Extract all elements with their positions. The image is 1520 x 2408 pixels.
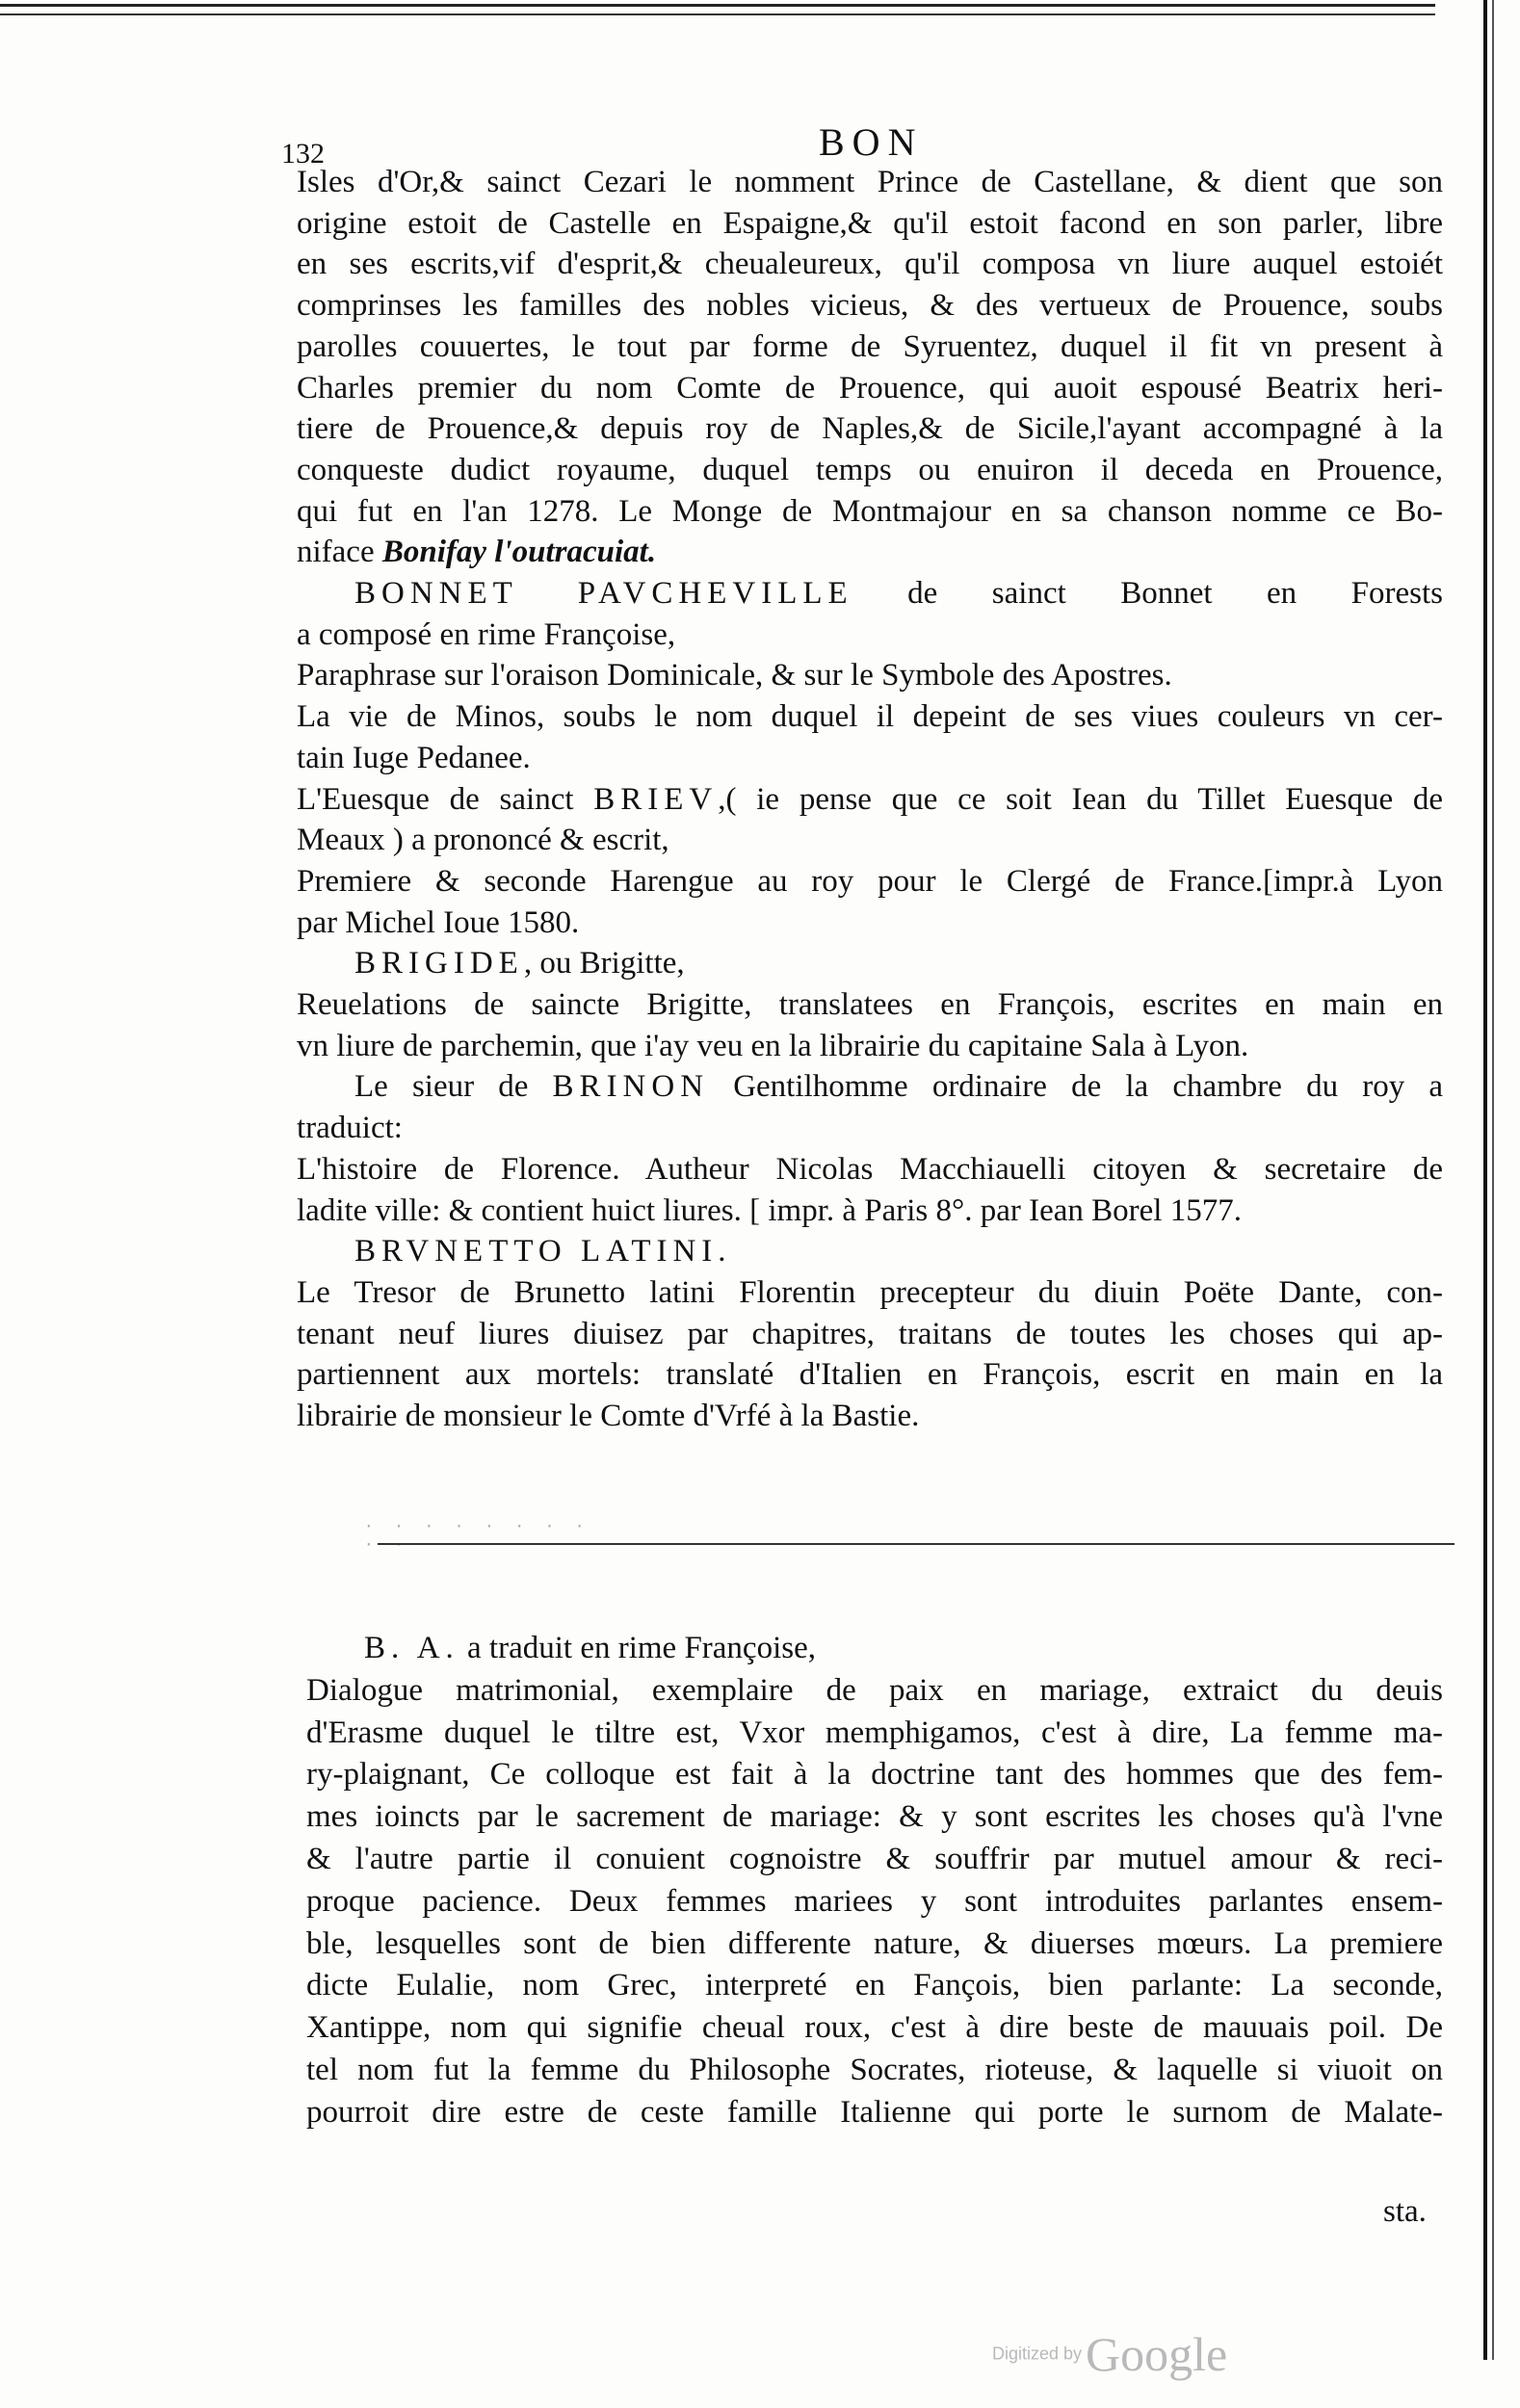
entry-heading-ba [306, 1628, 1443, 1670]
author-name: BONNET PAVCHEVILLE [354, 576, 853, 612]
text-line: Meaux ) a prononcé & escrit, [297, 823, 669, 858]
text-line [297, 532, 1443, 573]
entry-heading-rest: de sainct Bonnet en Forests [852, 576, 1443, 612]
entry-heading-brunetto [297, 1231, 1443, 1272]
text-line: mes ioincts par le sacrement de mariage: & y sont escrites les choses qu'à l'vne [306, 1799, 1443, 1835]
text-line: d'Erasme duquel le tiltre est, Vxor memphigamos, c'est à dire, La femme ma- [306, 1714, 1443, 1750]
text-line: tel nom fut la femme du Philosophe Socrates, rioteuse, & laquelle si viuoit on [306, 2052, 1443, 2087]
page-number: 132 [281, 138, 325, 170]
entry-heading-brieu [297, 779, 1443, 821]
text-line: tiere de Prouence,& depuis roy de Naples,& de Sicile,l'ayant accompagné à la [297, 411, 1443, 447]
text-line: Charles premier du nom Comte de Prouence, qui auoit espousé Beatrix heri- [297, 370, 1443, 406]
text-line: ladite ville: & contient huict liures. [ impr. à Paris 8°. par Iean Borel 1577. [297, 1192, 1242, 1228]
text-line: par Michel Ioue 1580. [297, 904, 580, 940]
entry-heading-prefix: L'Euesque de sainct [297, 781, 594, 817]
digitized-by-google-watermark [992, 2326, 1227, 2382]
author-name: BRVNETTO LATINI. [354, 1234, 732, 1269]
entry-heading-brinon [297, 1066, 1443, 1108]
text-line: en ses escrits,vif d'esprit,& cheualeureux, qu'il composa vn liure auquel estoiét [297, 247, 1443, 282]
divider-ornament: · · · · · · · · · · [364, 1517, 590, 1554]
author-name: BRIEV [593, 781, 719, 817]
text-line: pourroit dire estre de ceste famille Italienne qui porte le surnom de Malate- [306, 2094, 1443, 2130]
text-line: dicte Eulalie, nom Grec, interpreté en Fançois, bien parlante: La seconde, [306, 1968, 1443, 2003]
google-logo: Google [1086, 2327, 1228, 2381]
text-line: comprinses les familles des nobles vicieus, & des vertueux de Prouence, soubs [297, 288, 1443, 324]
top-border-rule [0, 4, 1435, 15]
text-line: Xantippe, nom qui signifie cheual roux, c'est à dire beste de mauuais poil. De [306, 2010, 1443, 2046]
author-name: BRIGIDE [354, 946, 524, 982]
text-line: & l'autre partie il conuient cognoistre & souffrir par mutuel amour & reci- [306, 1841, 1443, 1876]
entry-heading-prefix: Le sieur de [354, 1069, 553, 1105]
entry-heading-bonnet [297, 573, 1443, 615]
text-line: proque pacience. Deux femmes mariees y sont introduites parlantes ensem- [306, 1883, 1443, 1919]
text-line: vn liure de parchemin, que i'ay veu en la librairie du capitaine Sala à Lyon. [297, 1028, 1249, 1063]
text-line: Premiere & seconde Harengue au roy pour le Clergé de France.[impr.à Lyon [297, 863, 1443, 899]
text-line: qui fut en l'an 1278. Le Monge de Montmajour en sa chanson nomme ce Bo- [297, 493, 1443, 529]
text-line: Isles d'Or,& sainct Cezari le nomment Prince de Castellane, & dient que son [297, 165, 1443, 199]
entry-heading-rest: ,( ie pense que ce soit Iean du Tillet Euesque de [718, 781, 1443, 817]
text-line: tenant neuf liures diuisez par chapitres, traitans de toutes les choses qui ap- [297, 1316, 1443, 1351]
running-head: BON [819, 120, 924, 164]
section-divider [378, 1543, 1454, 1545]
text-line: origine estoit de Castelle en Espaigne,& qu'il estoit facond en son parler, libre [297, 205, 1443, 241]
watermark-digitized: Digitized by [992, 2343, 1083, 2364]
text-line: conqueste dudict royaume, duquel temps ou enuiron il deceda en Prouence, [297, 452, 1443, 487]
entry-heading-rest: Gentilhomme ordinaire de la chambre du roy a [709, 1069, 1443, 1105]
entry-heading-brigide [297, 943, 1443, 984]
text-line: L'histoire de Florence. Autheur Nicolas Macchiauelli citoyen & secretaire de [297, 1151, 1443, 1187]
text-line: ble, lesquelles sont de bien differente nature, & diuerses mœurs. La premiere [306, 1925, 1443, 1961]
text-line: tain Iuge Pedanee. [297, 740, 531, 775]
entry-heading-rest: a traduit en rime Françoise, [459, 1631, 816, 1665]
main-text-block [297, 162, 1443, 1437]
text-line: Dialogue matrimonial, exemplaire de paix en mariage, extraict du deuis [306, 1672, 1443, 1708]
text-line: Paraphrase sur l'oraison Dominicale, & sur le Symbole des Apostres. [297, 658, 1172, 694]
text-line: partiennent aux mortels: translaté d'Italien en François, escrit en main en la [297, 1357, 1443, 1393]
text-line: La vie de Minos, soubs le nom duquel il depeint de ses viues couleurs vn cer- [297, 699, 1443, 735]
hyphenated-line-end: sta. [1383, 2194, 1427, 2229]
entry-heading-rest: , ou Brigitte, [523, 946, 685, 982]
text-line: ry-plaignant, Ce colloque est fait à la doctrine tant des hommes que des fem- [306, 1757, 1443, 1793]
text-line: parolles couuertes, le tout par forme de Syruentez, duquel il fit vn present à [297, 328, 1443, 364]
text-line: a composé en rime Françoise, [297, 616, 676, 652]
text-line: librairie de monsieur le Comte d'Vrfé à la Bastie. [297, 1399, 920, 1434]
text-line: Reuelations de saincte Brigitte, translatees en François, escrites en main en [297, 987, 1443, 1023]
text-line: traduict: [297, 1111, 403, 1146]
author-name: BRINON [552, 1069, 710, 1105]
author-initials: B. A. [364, 1631, 459, 1665]
boniface-quote: Bonifay l'outracuiat. [381, 535, 657, 570]
page-edge-inner [1492, 0, 1494, 2360]
boniface-prefix: niface [297, 535, 382, 570]
second-text-block [306, 1628, 1443, 2134]
text-line: Le Tresor de Brunetto latini Florentin precepteur du diuin Poëte Dante, con- [297, 1274, 1443, 1310]
